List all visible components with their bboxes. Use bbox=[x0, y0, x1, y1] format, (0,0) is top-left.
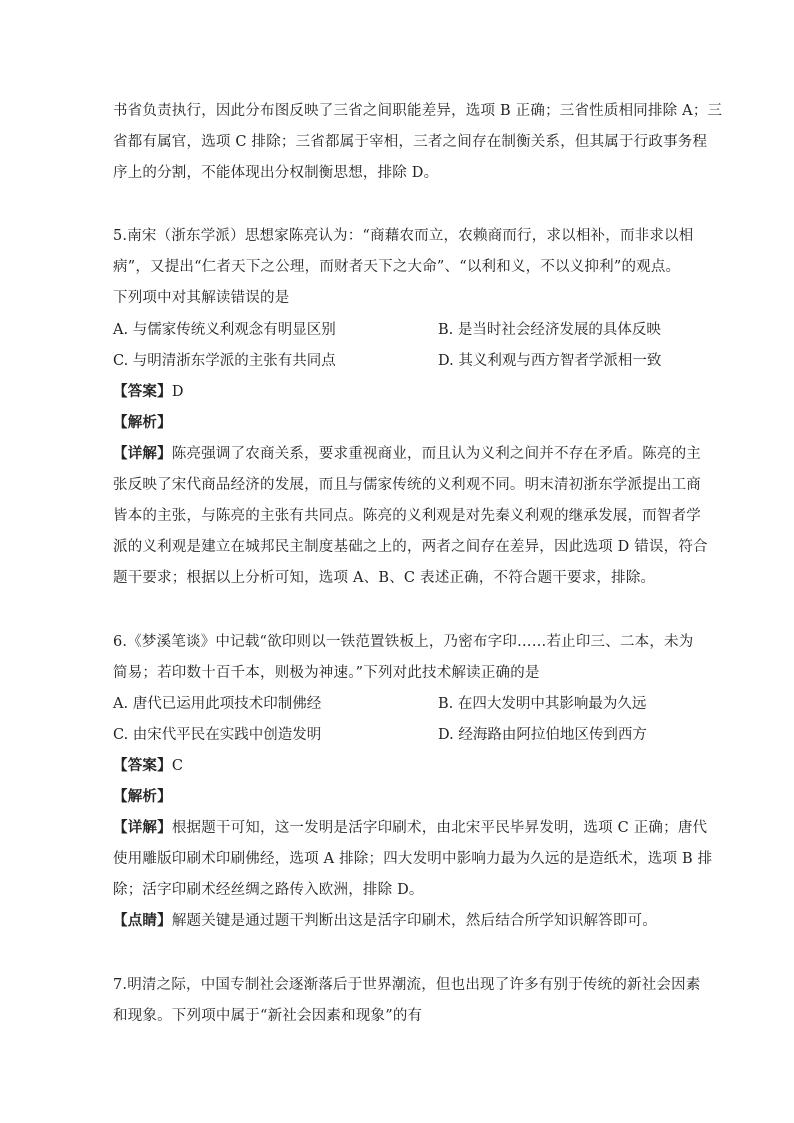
q6-point-text: 解题关键是通过题干判断出这是活字印刷术，然后结合所学知识解答即可。 bbox=[171, 913, 657, 929]
q5-option-c: C. 与明清浙东学派的主张有共同点 bbox=[113, 353, 336, 369]
q6-detail-line-1 bbox=[113, 818, 707, 838]
q6-answer-value: C bbox=[171, 758, 184, 774]
q6-option-c: C. 由宋代平民在实践中创造发明 bbox=[113, 727, 322, 743]
q6-answer-tag: 【答案】 bbox=[113, 757, 172, 774]
q6-point-line bbox=[113, 911, 657, 931]
q5-detail-tag: 【详解】 bbox=[113, 445, 172, 462]
q5-detail-line-4: 派的义利观是建立在城邦民主制度基础之上的，两者之间存在差异，因此选项 D 错误，符合 bbox=[113, 539, 708, 555]
prev-explanation-line-3: 序上的分割，不能体现出分权制衡思想，排除 D。 bbox=[113, 165, 439, 181]
q6-detail-line-2: 使用雕版印刷术印刷佛经，选项 A 排除；四大发明中影响力最为久远的是造纸术，选项 B 排 bbox=[113, 851, 713, 867]
q6-option-d: D. 经海路由阿拉伯地区传到西方 bbox=[438, 727, 647, 743]
q6-option-b: B. 在四大发明中其影响最为久远 bbox=[438, 696, 647, 712]
q5-stem-line-2: 病”，又提出“仁者天下之公理，而财者天下之大命”、“以利和义，不以义抑利”的观点。 bbox=[113, 259, 681, 275]
q6-detail-tag: 【详解】 bbox=[113, 819, 172, 836]
q6-detail-line-3: 除；活字印刷术经丝绸之路传入欧洲，排除 D。 bbox=[113, 882, 424, 898]
q6-detail-text-1: 根据题干可知，这一发明是活字印刷术，由北宋平民毕昇发明，选项 C 正确；唐代 bbox=[171, 820, 708, 836]
q5-detail-text-1: 陈亮强调了农商关系，要求重视商业，而且认为义利之间并不存在矛盾。陈亮的主 bbox=[171, 446, 702, 462]
q5-option-d: D. 其义利观与西方智者学派相一致 bbox=[438, 353, 662, 369]
q7-stem-line-2: 和现象。下列项中属于“新社会因素和现象”的有 bbox=[113, 1008, 423, 1024]
q5-option-a: A. 与儒家传统义利观念有明显区别 bbox=[113, 322, 336, 338]
q5-answer-value: D bbox=[171, 384, 184, 400]
q6-stem-line-2: 简易；若印数十百千本，则极为神速。”下列对此技术解读正确的是 bbox=[113, 665, 540, 681]
q7-stem-line-1: 7.明清之际，中国专制社会逐渐落后于世界潮流，但也出现了许多有别于传统的新社会因素 bbox=[113, 977, 701, 993]
prev-explanation-line-1: 书省负责执行，因此分布图反映了三省之间职能差异，选项 B 正确；三省性质相同排除 A；三 bbox=[113, 103, 723, 119]
q5-stem-line-1: 5.南宋（浙东学派）思想家陈亮认为：“商藉农而立，农赖商而行，求以相补，而非求以相 bbox=[113, 228, 694, 244]
q5-stem-line-3: 下列项中对其解读错误的是 bbox=[113, 290, 290, 306]
q6-answer bbox=[113, 756, 183, 776]
q5-detail-line-1 bbox=[113, 444, 701, 464]
q6-analysis-tag: 【解析】 bbox=[113, 788, 172, 805]
q6-point-tag: 【点睛】 bbox=[113, 912, 172, 929]
prev-explanation-line-2: 省都有属官，选项 C 排除；三省都属于宰相，三者之间存在制衡关系，但其属于行政事务程 bbox=[113, 134, 708, 150]
q5-detail-line-5: 题干要求；根据以上分析可知，选项 A、B、C 表述正确，不符合题干要求，排除。 bbox=[113, 570, 656, 586]
q5-option-b: B. 是当时社会经济发展的具体反映 bbox=[438, 322, 661, 338]
q5-detail-line-2: 张反映了宋代商品经济的发展，而且与儒家传统的义利观不同。明末清初浙东学派提出工商 bbox=[113, 477, 701, 493]
q5-answer-tag: 【答案】 bbox=[113, 383, 172, 400]
q5-analysis-tag: 【解析】 bbox=[113, 414, 172, 431]
q6-stem-line-1: 6.《梦溪笔谈》中记载“欲印则以一铁范置铁板上，乃密布字印……若止印三、二本，未为 bbox=[113, 634, 694, 650]
q5-detail-line-3: 皆本的主张，与陈亮的主张有共同点。陈亮的义利观是对先秦义利观的继承发展，而智者学 bbox=[113, 508, 701, 524]
q5-answer bbox=[113, 382, 184, 402]
q6-option-a: A. 唐代已运用此项技术印制佛经 bbox=[113, 696, 322, 712]
